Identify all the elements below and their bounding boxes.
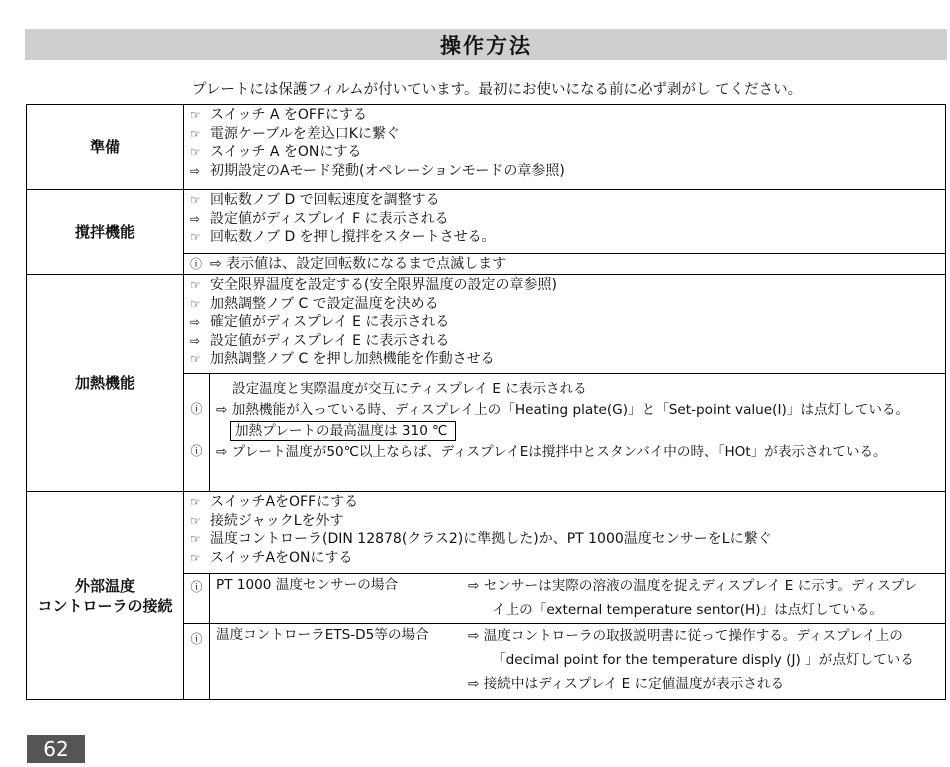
- ets-condition: 温度コントローラETS-D5等の場合: [216, 627, 429, 643]
- section-label-prep: 準備: [27, 105, 184, 190]
- stir-note: [184, 254, 946, 275]
- ets-result-line3: ⇨ 接続中はディスプレイ E に定値温度が表示される: [468, 676, 785, 692]
- step-marker: ☞: [190, 145, 201, 160]
- step-text: 設定値がディスプレイ E に表示される: [210, 332, 450, 349]
- step-item: [190, 106, 945, 125]
- step-marker: ☞: [190, 550, 201, 565]
- step-text: 温度コントローラ(DIN 12878(クラス2)に準拠した)か、PT 1000温度センサーをLに繋ぐ: [210, 531, 772, 548]
- step-marker: ⇨: [190, 333, 201, 348]
- step-marker: ⇨: [190, 315, 201, 330]
- section-label-stir: 撹拌機能: [27, 190, 184, 275]
- ets-result-line1: ⇨ 温度コントローラの取扱説明書に従って操作する。ディスプレイ上の: [468, 628, 903, 644]
- step-text: スイッチAをONにする: [210, 549, 353, 566]
- operation-table: [26, 104, 946, 700]
- step-item: [190, 493, 945, 512]
- step-item: [190, 512, 945, 531]
- step-marker: ☞: [190, 495, 201, 510]
- step-marker: ☞: [190, 278, 201, 293]
- ets-case: [210, 624, 946, 700]
- step-text: 回転数ノブ D で回転速度を調整する: [210, 192, 440, 209]
- step-item: [190, 125, 945, 144]
- ets-result-line2: 「decimal point for the temperature disply (J) 」が点灯している: [492, 652, 914, 668]
- heat-steps: [184, 275, 946, 374]
- heat-note-indicators: ⇨ 加熱機能が入っている時、ディスプレイ上の「Heating plate(G)」と「Set-point value(I)」は点灯している。: [216, 401, 910, 418]
- step-item: [190, 350, 945, 369]
- step-marker: ☞: [190, 532, 201, 547]
- info-icon: ⓘ: [184, 624, 210, 700]
- step-text: 初期設定のAモード発動(オペレーションモードの章参照): [210, 162, 565, 179]
- step-marker: ☞: [190, 352, 201, 367]
- step-marker: ⇨: [190, 163, 201, 178]
- step-marker: ☞: [190, 296, 201, 311]
- step-item: [190, 313, 945, 332]
- step-item: [190, 276, 945, 295]
- step-text: スイッチ A をOFFにする: [210, 107, 368, 124]
- step-item: [190, 228, 945, 247]
- ext-label-line1: 外部温度: [74, 576, 135, 595]
- pt1000-result-line2: イ上の「external temperature sentor(H)」は点灯している。: [492, 602, 883, 618]
- protective-film-notice: プレートには保護フィルムが付いています。最初にお使いになる前に必ず剥がし てください。: [192, 82, 803, 98]
- step-item: [190, 549, 945, 568]
- step-text: 加熱調整ノブ C で設定温度を決める: [210, 295, 439, 312]
- ext-steps: [184, 492, 946, 574]
- max-temp-box: 加熱プレートの最高温度は 310 ℃: [230, 421, 456, 441]
- section-prep: [27, 105, 946, 190]
- ext-label-line2: コントローラの接続: [37, 596, 173, 615]
- prep-steps: [184, 105, 946, 190]
- step-text: 確定値がディスプレイ E に表示される: [210, 314, 450, 331]
- step-marker: ☞: [190, 126, 201, 141]
- step-item: [190, 162, 945, 181]
- title-bar: [25, 29, 947, 60]
- section-label-heat: 加熱機能: [27, 275, 184, 492]
- heat-note-display: 設定温度と実際温度が交互にティスプレイ E に表示される: [232, 380, 587, 397]
- info-icon: ⓘ: [184, 574, 210, 624]
- heat-info-icons: [184, 374, 210, 492]
- pt1000-condition: PT 1000 温度センサーの場合: [216, 577, 399, 593]
- section-stir: [27, 190, 946, 254]
- section-heat: [27, 275, 946, 374]
- step-text: スイッチAをOFFにする: [210, 494, 359, 511]
- page-title: 操作方法: [440, 33, 532, 58]
- info-icon: ⓘ: [190, 257, 203, 271]
- section-ext: [27, 492, 946, 574]
- step-marker: ⇨: [190, 211, 201, 226]
- step-text: 安全限界温度を設定する(安全限界温度の設定の章参照): [210, 277, 557, 294]
- stir-steps: [184, 190, 946, 254]
- step-item: [190, 332, 945, 351]
- section-label-ext: [27, 492, 184, 700]
- step-item: [190, 143, 945, 162]
- step-item: [190, 530, 945, 549]
- step-text: 接続ジャックLを外す: [210, 512, 344, 529]
- page-number: 62: [27, 735, 85, 763]
- step-text: 電源ケーブルを差込口Kに繋ぐ: [210, 125, 400, 142]
- pt1000-case: [210, 574, 946, 624]
- step-marker: ☞: [190, 193, 201, 208]
- step-marker: ☞: [190, 230, 201, 245]
- step-item: [190, 210, 945, 229]
- pt1000-result-line1: ⇨ センサーは実際の溶液の温度を捉えディスプレイ E に示す。ディスプレ: [468, 578, 918, 594]
- heat-notes: [210, 374, 946, 492]
- step-marker: ☞: [190, 108, 201, 123]
- note-text: ⇨ 表示値は、設定回転数になるまで点滅します: [210, 256, 507, 272]
- step-marker: ☞: [190, 513, 201, 528]
- info-icon: ⓘ: [190, 402, 203, 416]
- step-text: 設定値がディスプレイ F に表示される: [210, 210, 449, 227]
- step-text: 加熱調整ノブ C を押し加熱機能を作動させる: [210, 351, 495, 368]
- step-text: スイッチ A をONにする: [210, 144, 362, 161]
- info-icon: ⓘ: [190, 444, 203, 458]
- step-item: [190, 191, 945, 210]
- heat-note-hot: ⇨ プレート温度が50℃以上ならば、ディスプレイEは撹拌中とスタンバイ中の時、「HOt」が表示されている。: [216, 443, 887, 460]
- step-text: 回転数ノブ D を押し撹拌をスタートさせる。: [210, 229, 496, 246]
- step-item: [190, 295, 945, 314]
